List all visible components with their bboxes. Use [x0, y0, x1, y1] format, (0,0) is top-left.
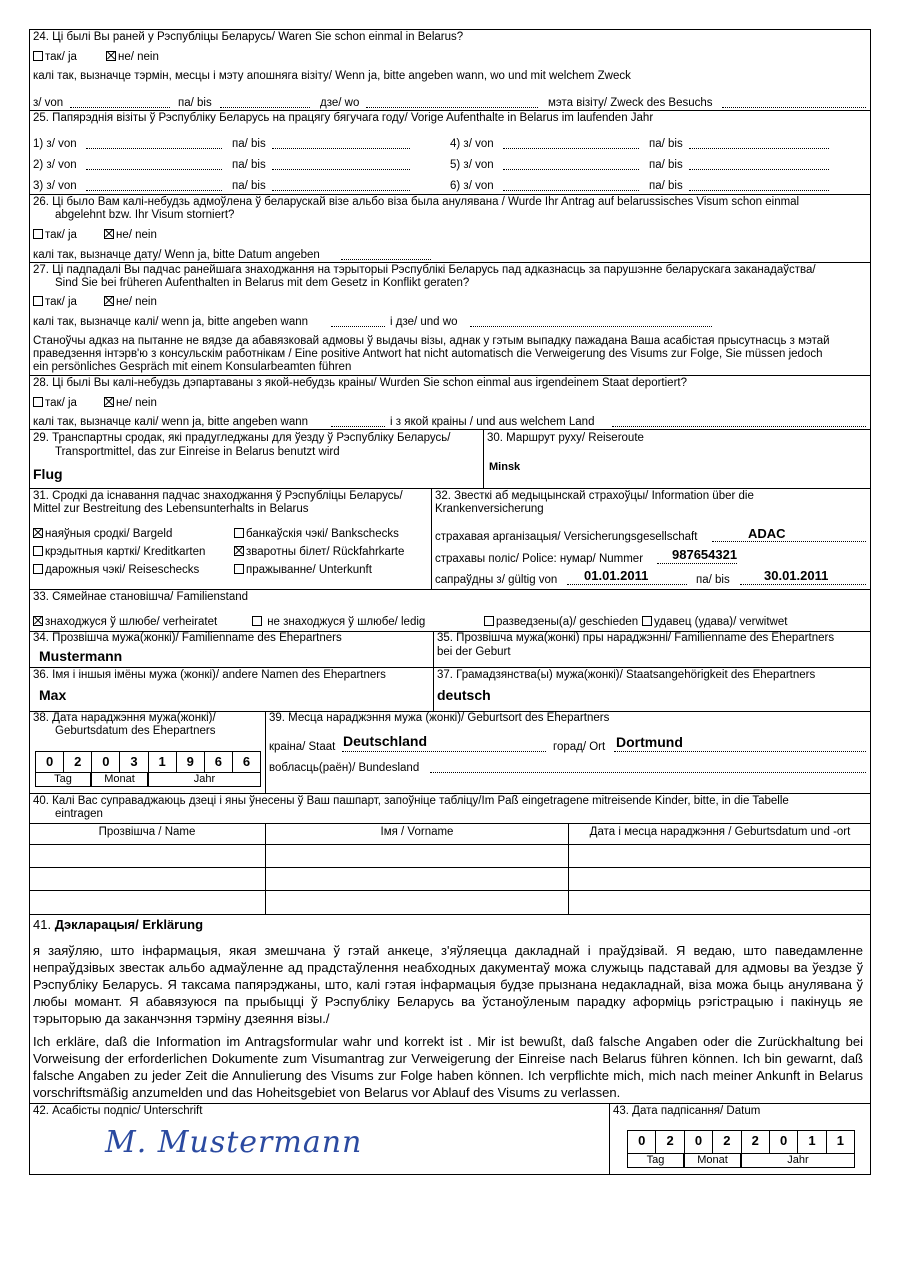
q25-from-field-4[interactable]: [503, 148, 639, 149]
q24-where-label: дзе/ wo: [320, 97, 360, 109]
q33-divorced-option[interactable]: разведзены(а)/ geschieden: [484, 616, 638, 628]
q38-date-digits[interactable]: [35, 751, 261, 773]
q26-no-option[interactable]: не/ nein: [104, 229, 157, 241]
date-digit[interactable]: 2: [656, 1131, 684, 1153]
q31-creditcard-option[interactable]: крэдытныя карткі/ Kreditkarten: [33, 546, 205, 558]
q32-insurer-label: страхавая арганізацыя/ Versicherungsgesellschaft: [435, 531, 698, 543]
checked-checkbox-icon[interactable]: [33, 616, 43, 626]
q25-to-label-6: па/ bis: [649, 180, 683, 192]
q26-date-label: калі так, вызначце дату/ Wenn ja, bitte Datum angeben: [33, 249, 320, 261]
divider: [29, 589, 871, 590]
q27-yes-option[interactable]: так/ ja: [33, 296, 77, 308]
checked-checkbox-icon[interactable]: [104, 397, 114, 407]
divider: [483, 429, 484, 488]
q25-title: 25. Папярэднія візіты ў Рэспубліку Беларусь на працягу бягучага году/ Vorige Aufenthalte in Belarus im laufenden Jahr: [33, 112, 654, 124]
q41-declaration-be: я заяўляю, што інфармацыя, якая змешчана ў гэтай анкеце, з'яўляецца дакладнай і праўдзівай. Я ведаю, што паведамленне непраўдзівых звестак альбо адмаўленне ад прадстаўлення неабходных дакументаў можа служыць падставай для адмовы ва ўездзе ў Рэспубліку Беларусь. Я таксама папярэджаны, што, калі гэтая інфармацыя будзе прызнана недакладнай, віза можа быць анулявана ў любы момант. Я абавязуюся па прыбыцці ў Рэспубліку Беларусь ва ўстаноўленым парадку аформіць рэгістрацыю і пакінуць яе тэрыторыю да заканчэння тэрміну дзеяння візы./: [33, 943, 863, 1026]
q29-title: 29. Транспартны сродак, які прадугледжаны для ўезду ў Рэспубліку Беларусь/: [33, 432, 451, 444]
q43-date-labels: [627, 1154, 855, 1168]
checked-checkbox-icon[interactable]: [234, 546, 244, 556]
checkbox-icon[interactable]: [33, 397, 43, 407]
q40-col-name: Прозвішча / Name: [98, 826, 196, 838]
q32-policy-label: страхавы поліс/ Police: нумар/ Nummer: [435, 553, 644, 565]
q25-to-field-2[interactable]: [272, 169, 410, 170]
q25-to-field-6[interactable]: [689, 190, 829, 191]
q26-title-cont: abgelehnt bzw. Ihr Visum storniert?: [55, 209, 235, 221]
q40-col-birth: Дата і месца нараджэння / Geburtsdatum und -ort: [589, 826, 851, 838]
day-label: Tag: [35, 773, 91, 787]
year-label: Jahr: [741, 1154, 855, 1168]
q28-yes-option[interactable]: так/ ja: [33, 397, 77, 409]
q29-value[interactable]: Flug: [33, 466, 63, 482]
q27-where-label: і дзе/ und wo: [390, 316, 458, 328]
checked-checkbox-icon[interactable]: [33, 528, 43, 538]
divider: [29, 667, 871, 668]
q27-title: 27. Ці падпадалі Вы падчас ранейшага знаходжання на тэрыторыі Рэспублікі Беларусь пад адказнасць за парушэнне беларускага заканадаўства/: [33, 264, 816, 276]
q33-title: 33. Сямейнае становішча/ Familienstand: [33, 591, 249, 603]
q32-insurer-value[interactable]: ADAC: [748, 526, 786, 541]
q25-to-field-5[interactable]: [689, 169, 829, 170]
q27-where-field[interactable]: [470, 326, 712, 327]
q30-title: 30. Маршрут руху/ Reiseroute: [487, 432, 644, 444]
q31-returnticket-option[interactable]: зваротны білет/ Rückfahrkarte: [234, 546, 404, 558]
q34-value[interactable]: Mustermann: [39, 648, 123, 664]
q34-title: 34. Прозвішча мужа(жонкі)/ Familienname des Ehepartners: [33, 632, 342, 644]
q24-title: 24. Ці былі Вы раней у Рэспубліцы Беларусь/ Waren Sie schon einmal in Belarus?: [33, 31, 464, 43]
q25-from-field-3[interactable]: [86, 190, 222, 191]
q32-valid-to-field[interactable]: [740, 584, 866, 585]
q32-valid-to-value[interactable]: 30.01.2011: [764, 568, 829, 583]
q40-col-firstname: Імя / Vorname: [380, 826, 454, 838]
q25-row-2: 2) з/ von: [33, 159, 77, 171]
divider: [265, 711, 266, 793]
q25-to-label-1: па/ bis: [232, 138, 266, 150]
q36-title: 36. Імя і іншыя імёны мужа (жонкі)/ andere Namen des Ehepartners: [33, 669, 386, 681]
checkbox-icon[interactable]: [234, 564, 244, 574]
q41-declaration-de: Ich erkläre, daß die Information im Antragsformular wahr und korrekt ist . Mir ist bewußt, daß falsche Angaben oder die Zurückhaltung bei Vorweisung der erforderlichen Dokumente zum Visumantrag zur Verweigerung der Einreise nach Belarus führen können. Ich bin gewarnt, daß falsche Angaben zu jeder Zeit die Annulierung des Visums zur Folge haben können. Ich verpflichte mich, mich nach meiner Ankunft in Belarus vorschriftsmäßig anzumelden und das Hoheitsgebiet von Belarus vor Ablauf des Visums zu verlassen.: [33, 1034, 863, 1100]
divider: [29, 1103, 871, 1104]
q32-policy-field[interactable]: [657, 563, 737, 564]
q31-title: 31. Сродкі да існавання падчас знаходжання ў Рэспубліцы Беларусь/: [33, 490, 403, 502]
date-digit[interactable]: 1: [836, 1133, 844, 1148]
date-digit[interactable]: 3: [120, 752, 148, 772]
divider: [29, 262, 871, 263]
q25-from-field-2[interactable]: [86, 169, 222, 170]
q24-where-field[interactable]: [366, 107, 538, 108]
q39-country-value[interactable]: Deutschland: [343, 733, 428, 749]
divider: [29, 823, 871, 824]
q32-valid-from-field[interactable]: [567, 584, 687, 585]
month-label: Monat: [684, 1154, 741, 1168]
q42-title: 42. Асабісты подпіс/ Unterschrift: [33, 1105, 203, 1117]
table-row[interactable]: [29, 890, 871, 891]
q31-travelcheck-option[interactable]: дарожныя чэкі/ Reiseschecks: [33, 564, 199, 576]
q25-to-label-3: па/ bis: [232, 180, 266, 192]
date-digit[interactable]: 6: [205, 752, 233, 772]
q27-no-option[interactable]: не/ nein: [104, 296, 157, 308]
divider: [29, 194, 871, 195]
date-digit[interactable]: 0: [36, 752, 64, 772]
checkbox-icon[interactable]: [33, 51, 43, 61]
date-digit[interactable]: 1: [149, 752, 177, 772]
q35-title: 35. Прозвішча мужа(жонкі) пры нараджэнні/ Familienname des Ehepartners: [437, 632, 835, 644]
q25-row-3: 3) з/ von: [33, 180, 77, 192]
q41-heading: 41. Дэкларацыя/ Erklärung: [33, 917, 204, 932]
q24-purpose-label: мэта візіту/ Zweck des Besuchs: [548, 97, 713, 109]
date-digit[interactable]: 0: [770, 1131, 798, 1153]
q37-title: 37. Грамадзянства(ы) мужа(жонкі)/ Staatsangehörigkeit des Ehepartners: [437, 669, 816, 681]
q28-country-field[interactable]: [612, 426, 866, 427]
divider: [29, 429, 871, 430]
date-digit[interactable]: 2: [742, 1131, 770, 1153]
month-label: Monat: [91, 773, 148, 787]
checkbox-icon[interactable]: [33, 296, 43, 306]
q38-title-cont: Geburtsdatum des Ehepartners: [55, 725, 216, 737]
checked-checkbox-icon[interactable]: [104, 296, 114, 306]
date-digit[interactable]: 0: [685, 1131, 713, 1153]
q27-when-field[interactable]: [331, 326, 385, 327]
q32-policy-value[interactable]: 987654321: [672, 547, 738, 562]
q32-title-cont: Krankenversicherung: [435, 503, 544, 515]
q39-region-field[interactable]: [430, 772, 866, 773]
checkbox-icon[interactable]: [642, 616, 652, 626]
checkbox-icon[interactable]: [252, 616, 262, 626]
q24-to-field[interactable]: [220, 107, 310, 108]
divider: [29, 110, 871, 111]
date-digit[interactable]: 6: [242, 754, 251, 769]
q31-bankcheck-option[interactable]: банкаўскія чэкі/ Bankschecks: [234, 528, 399, 540]
divider: [29, 375, 871, 376]
q25-row-4: 4) з/ von: [450, 138, 494, 150]
q33-single-option[interactable]: не знаходжуся ў шлюбе/ ledig: [252, 616, 425, 628]
divider: [431, 488, 432, 589]
q25-from-field-1[interactable]: [86, 148, 222, 149]
q40-title-cont: eintragen: [55, 808, 103, 820]
checkbox-icon[interactable]: [33, 546, 43, 556]
q39-region-label: вобласць(раён)/ Bundesland: [269, 762, 420, 774]
q27-note-line-3: ein persönliches Gespräch mit einem Konsularbeamten führen: [33, 361, 352, 373]
q24-from-field[interactable]: [70, 107, 170, 108]
q36-value[interactable]: Max: [39, 687, 67, 703]
q25-to-label-4: па/ bis: [649, 138, 683, 150]
q25-from-field-6[interactable]: [503, 190, 639, 191]
q25-to-label-5: па/ bis: [649, 159, 683, 171]
q32-valid-from-value[interactable]: 01.01.2011: [584, 568, 649, 583]
date-digit[interactable]: 1: [798, 1131, 826, 1153]
q32-valid-to-label: па/ bis: [696, 574, 730, 586]
q33-married-option[interactable]: знаходжуся ў шлюбе/ verheiratet: [33, 616, 217, 628]
q24-detail-label: калі так, вызначце тэрмін, месцы і мэту апошняга візіту/ Wenn ja, bitte angeben wann, wo und mit welchem Zweck: [33, 70, 631, 82]
table-row[interactable]: [29, 867, 871, 868]
q37-value[interactable]: deutsch: [437, 687, 491, 703]
q31-accommodation-option[interactable]: пражыванне/ Unterkunft: [234, 564, 372, 576]
q25-to-label-2: па/ bis: [232, 159, 266, 171]
q39-city-field[interactable]: [614, 751, 866, 752]
q31-title-cont: Mittel zur Bestreitung des Lebensunterhalts in Belarus: [33, 503, 309, 515]
q27-title-cont: Sind Sie bei früheren Aufenthalten in Belarus mit dem Gesetz in Konflikt geraten?: [55, 277, 470, 289]
divider: [29, 793, 871, 794]
q28-when-label: калі так, вызначце калі/ wenn ja, bitte angeben wann: [33, 416, 309, 428]
date-digit[interactable]: 9: [177, 752, 205, 772]
q35-title-cont: bei der Geburt: [437, 646, 511, 658]
q28-title: 28. Ці былі Вы калі-небудзь дэпартаваны з якой-небудзь краіны/ Wurden Sie schon einmal aus irgendeinem Staat deportiert?: [33, 377, 687, 389]
divider: [29, 844, 871, 845]
q25-to-field-1[interactable]: [272, 148, 410, 149]
q28-no-option[interactable]: не/ nein: [104, 397, 157, 409]
q30-value[interactable]: Minsk: [489, 461, 521, 473]
q25-to-field-3[interactable]: [272, 190, 410, 191]
q28-country-label: і з якой краіны / und aus welchem Land: [390, 416, 595, 428]
q39-city-label: горад/ Ort: [553, 741, 606, 753]
q26-title: 26. Ці было Вам калі-небудзь адмоўлена ў беларускай візе альбо віза была анулявана / Wurde Ihr Antrag auf belarussisches Visum schon einmal: [33, 196, 800, 208]
q24-yes-option[interactable]: так/ ja: [33, 51, 77, 63]
q29-title-cont: Transportmittel, das zur Einreise in Belarus benutzt wird: [55, 446, 340, 458]
q24-purpose-field[interactable]: [722, 107, 866, 108]
q25-to-field-4[interactable]: [689, 148, 829, 149]
q39-title: 39. Месца нараджэння мужа (жонкі)/ Geburtsort des Ehepartners: [269, 712, 610, 724]
checkbox-icon[interactable]: [234, 528, 244, 538]
year-label: Jahr: [148, 773, 261, 787]
q25-from-field-5[interactable]: [503, 169, 639, 170]
checkbox-icon[interactable]: [484, 616, 494, 626]
date-digit[interactable]: 2: [64, 752, 92, 772]
checkbox-icon[interactable]: [33, 229, 43, 239]
q39-country-label: краіна/ Staat: [269, 741, 336, 753]
q43-date-digits[interactable]: [627, 1130, 855, 1154]
date-digit[interactable]: 0: [628, 1131, 656, 1153]
q33-widowed-option[interactable]: удавец (удава)/ verwitwet: [642, 616, 787, 628]
divider: [609, 1103, 610, 1175]
date-digit[interactable]: 0: [92, 752, 120, 772]
checked-checkbox-icon[interactable]: [104, 229, 114, 239]
q24-no-option[interactable]: не/ nein: [106, 51, 159, 63]
divider: [29, 488, 871, 489]
divider: [265, 823, 266, 914]
day-label: Tag: [627, 1154, 684, 1168]
q38-date-labels: [35, 773, 261, 787]
q27-when-label: калі так, вызначце калі/ wenn ja, bitte angeben wann: [33, 316, 309, 328]
q27-note-line-1: Станоўчы адказ на пытанне не вядзе да абавязковай адмовы ў выдачы візы, аднак у гэтым выпадку пажадана Ваша асабістая прысутнасць з мэтай: [33, 335, 830, 347]
date-digit[interactable]: 2: [713, 1131, 741, 1153]
checkbox-icon[interactable]: [33, 564, 43, 574]
q25-row-6: 6) з/ von: [450, 180, 494, 192]
q32-valid-from-label: сапраўдны з/ gültig von: [435, 574, 558, 586]
q43-title: 43. Дата падпісання/ Datum: [613, 1105, 761, 1117]
divider: [433, 631, 434, 711]
q31-cash-option[interactable]: наяўныя сродкі/ Bargeld: [33, 528, 172, 540]
q39-city-value[interactable]: Dortmund: [616, 734, 683, 750]
q26-date-field[interactable]: [341, 259, 431, 260]
signature[interactable]: M. Mustermann: [105, 1125, 363, 1160]
divider: [568, 823, 569, 914]
q32-title: 32. Звесткі аб медыцынскай страхоўцы/ Information über die: [435, 490, 754, 502]
q32-insurer-field[interactable]: [712, 541, 866, 542]
table-row[interactable]: [29, 914, 871, 915]
checked-checkbox-icon[interactable]: [106, 51, 116, 61]
q38-title: 38. Дата нараджэння мужа(жонкі)/: [33, 712, 216, 724]
q39-country-field[interactable]: [342, 751, 546, 752]
q25-row-1: 1) з/ von: [33, 138, 77, 150]
q24-to-label: па/ bis: [178, 97, 212, 109]
q24-from-label: з/ von: [33, 97, 64, 109]
q27-note-line-2: праведзення інтэрв'ю з консульскім работнікам / Eine positive Antwort hat nicht automatisch die Verweigerung des Visums zur Folge, Sie müssen jedoch: [33, 348, 823, 360]
q25-row-5: 5) з/ von: [450, 159, 494, 171]
q28-when-field[interactable]: [331, 426, 385, 427]
q26-yes-option[interactable]: так/ ja: [33, 229, 77, 241]
q40-title: 40. Калі Вас суправаджаюць дзеці і яны ўнесены ў Ваш пашпарт, запоўніце табліцу/Im Paß eingetragene mitreisende Kinder, bitte, in die Tabelle: [33, 795, 789, 807]
